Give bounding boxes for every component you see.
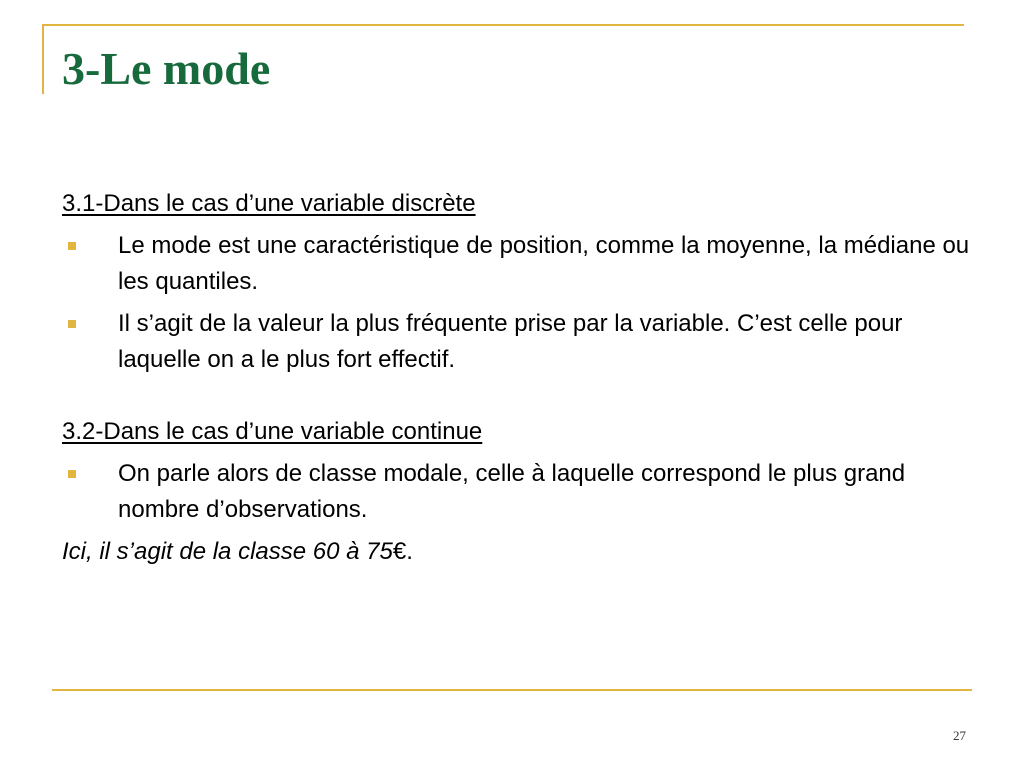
footer-divider-line	[52, 689, 972, 691]
slide-content	[62, 186, 972, 570]
note-suffix: €.	[392, 538, 413, 565]
top-border-line	[42, 24, 964, 26]
left-border-line	[42, 24, 44, 94]
slide-title: 3-Le mode	[62, 43, 271, 94]
section-heading-continuous: 3.2-Dans le cas d’une variable continue	[62, 418, 483, 445]
square-bullet-icon	[68, 470, 76, 478]
modal-class-note	[62, 534, 972, 570]
section-heading-discrete: 3.1-Dans le cas d’une variable discrète	[62, 190, 476, 217]
bullet-text: Il s’agit de la valeur la plus fréquente prise par la variable. C’est celle pour laquelle on a le plus fort effectif.	[118, 310, 903, 373]
section-spacer	[62, 378, 972, 414]
bullet-item	[62, 306, 972, 378]
square-bullet-icon	[68, 242, 76, 250]
bullet-text: Le mode est une caractéristique de position, comme la moyenne, la médiane ou les quantiles.	[118, 232, 970, 295]
page-number: 27	[953, 728, 966, 743]
bullet-item	[62, 456, 972, 528]
note-text: Ici, il s’agit de la classe 60 à 75	[62, 538, 393, 565]
bullet-item	[62, 228, 972, 300]
square-bullet-icon	[68, 320, 76, 328]
bullet-text: On parle alors de classe modale, celle à laquelle correspond le plus grand nombre d’observations.	[118, 460, 906, 523]
